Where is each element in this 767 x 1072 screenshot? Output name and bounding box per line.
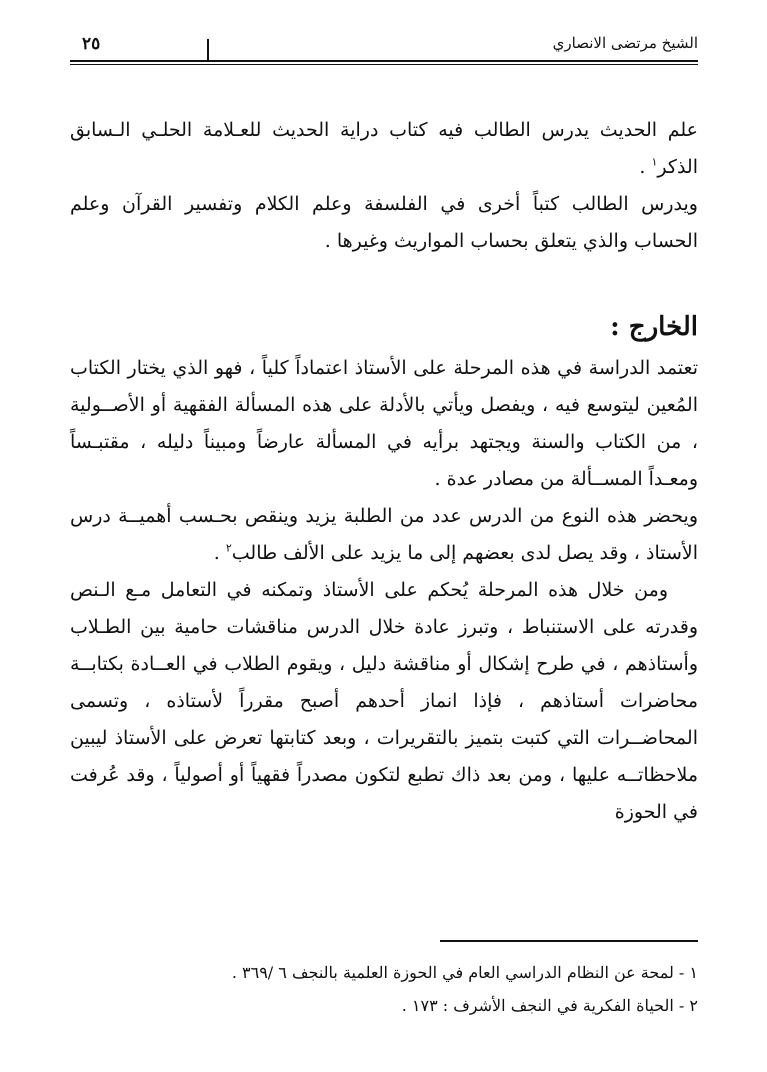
footnote-ref-1: ١ <box>651 155 658 169</box>
page-header <box>70 30 698 64</box>
paragraph-attendance <box>70 498 698 572</box>
section-gap <box>70 260 698 304</box>
header-rule <box>70 60 698 62</box>
footnote-ref-2: ٢ <box>225 541 232 555</box>
paragraph-hadith-end: . <box>639 156 652 178</box>
footnote-separator <box>440 940 698 942</box>
header-divider-tick <box>207 39 209 61</box>
footnote-1: ١ - لمحة عن النظام الدراسي العام في الحوزة العلمية بالنجف ٦ /٣٦٩ . <box>231 963 698 982</box>
footnote-2: ٢ - الحياة الفكرية في النجف الأشرف : ١٧٣ . <box>401 996 698 1015</box>
footnotes <box>70 956 698 1022</box>
paragraph-hadith <box>70 112 698 186</box>
body-text <box>70 112 698 831</box>
section-heading-kharij: الخارج : <box>610 312 698 342</box>
paragraph-kharij-study: تعتمد الدراسة في هذه المرحلة على الأستاذ اعتماداً كلياً ، فهو الذي يختار الكتاب المُعين ليتوسع فيه ، ويفصل ويأتي بالأدلة على هذه المسألة الفقهية أو الأصــولية ، من الكتاب والسنة ويجتهد برأيه في المسألة عارضاً ومبيناً دليله ، مقتبـساً ومعـداً المســألة من مصادر عدة . <box>70 357 698 490</box>
header-rule-thin <box>70 64 698 65</box>
paragraph-attendance-end: . <box>213 542 226 564</box>
paragraph-taqrirat: ومن خلال هذه المرحلة يُحكم على الأستاذ وتمكنه في التعامل مـع الـنص وقدرته على الاستنباط ، وتبرز عادة خلال الدرس مناقشات حامية بين الطـلاب وأستاذهم ، في طرح إشكال أو مناقشة دليل ، ويقوم الطلاب في العــادة بكتابــة محاضرات أستاذهم ، فإذا انماز أحدهم أصبح مقرراً لأستاذه ، وتسمى المحاضــرات التي كتبت بتميز بالتقريرات ، وبعد كتابتها تعرض على الأستاذ ليبين ملاحظاتــه عليها ، ومن بعد ذاك تطبع لتكون مصدراً فقهياً أو أصولياً ، وقد عُرفت في الحوزة <box>70 579 698 823</box>
paragraph-other-books: ويدرس الطالب كتباً أخرى في الفلسفة وعلم الكلام وتفسير القرآن وعلم الحساب والذي يتعلق بحساب المواريث وغيرها . <box>70 193 698 252</box>
page-number: ٢٥ <box>82 34 101 54</box>
paragraph-hadith-text: علم الحديث يدرس الطالب فيه كتاب دراية الحديث للعـلامة الحلـي الـسابق الذكر <box>70 119 698 178</box>
paragraph-attendance-text: ويحضر هذه النوع من الدرس عدد من الطلبة يزيد وينقص بحـسب أهميــة درس الأستاذ ، وقد يصل لدى بعضهم إلى ما يزيد على الألف طالب <box>70 505 698 564</box>
header-title: الشيخ مرتضى الانصاري <box>552 34 698 52</box>
